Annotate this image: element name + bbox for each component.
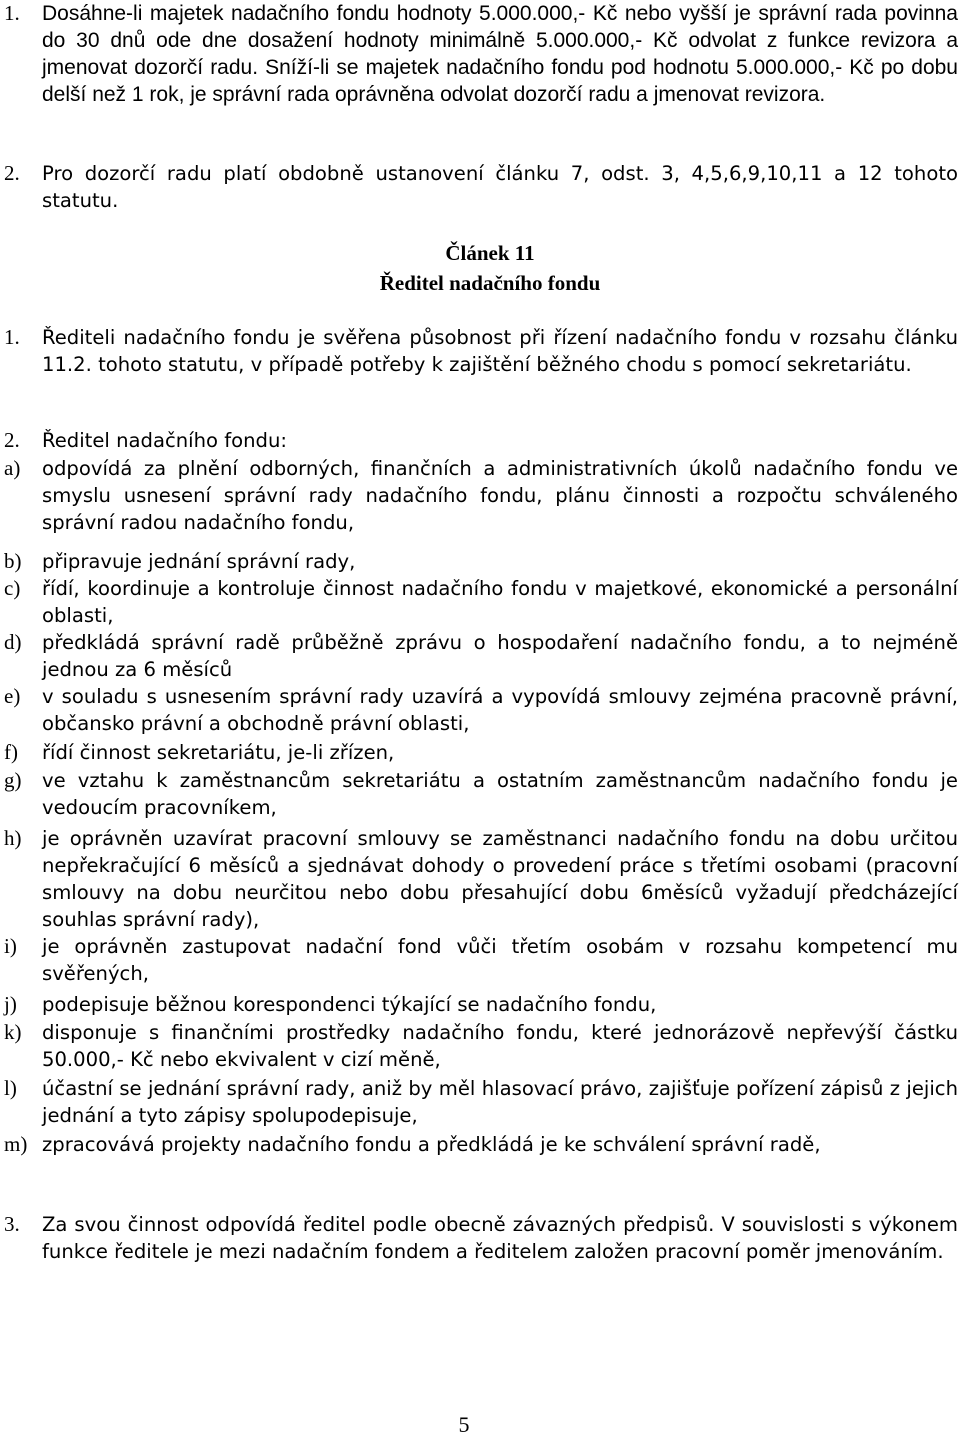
list-item-l bbox=[0, 1075, 960, 1129]
list-item-h bbox=[0, 825, 960, 933]
list-marker: i) bbox=[4, 934, 17, 958]
list-marker: e) bbox=[4, 684, 21, 708]
paragraph-2 bbox=[0, 160, 960, 214]
section-number: 3. bbox=[4, 1212, 20, 1236]
article-title: Ředitel nadačního fondu bbox=[379, 271, 601, 295]
list-item-f bbox=[0, 739, 960, 766]
paragraph-number: 2. bbox=[4, 161, 20, 185]
list-marker: j) bbox=[4, 992, 17, 1016]
list-marker: l) bbox=[4, 1076, 17, 1100]
page-number: 5 bbox=[458, 1412, 470, 1437]
list-marker: g) bbox=[4, 768, 22, 792]
list-text: účastní se jednání správní rady, aniž by měl hlasovací právo, zajišťuje pořízení zápisů z jejich jednání a tyto zápisy spolupodepisuje, bbox=[42, 1077, 958, 1127]
list-marker: d) bbox=[4, 630, 22, 654]
list-text: připravuje jednání správní rady, bbox=[42, 550, 356, 573]
list-item-d bbox=[0, 629, 960, 683]
section-1 bbox=[0, 324, 960, 378]
list-text: řídí činnost sekretariátu, je-li zřízen, bbox=[42, 741, 395, 764]
list-marker: a) bbox=[4, 456, 21, 480]
list-text: odpovídá za plnění odborných, finančních a administrativních úkolů nadačního fondu ve smyslu usnesení správní rady nadačního fondu, plánu činnosti a rozpočtu schváleného správní radou nadačního fondu, bbox=[42, 457, 958, 534]
list-item-c bbox=[0, 575, 960, 629]
section-3 bbox=[0, 1211, 960, 1265]
list-item-j bbox=[0, 991, 960, 1018]
section-2 bbox=[0, 427, 960, 454]
list-item-b bbox=[0, 548, 960, 575]
list-item-i bbox=[0, 933, 960, 987]
section-text: Řediteli nadačního fondu je svěřena působnost při řízení nadačního fondu v rozsahu článku 11.2. tohoto statutu, v případě potřeby k zajištění běžného chodu s pomocí sekretariátu. bbox=[42, 326, 958, 376]
article-number: Článek 11 bbox=[445, 241, 535, 265]
list-marker: b) bbox=[4, 549, 22, 573]
list-item-e bbox=[0, 683, 960, 737]
paragraph-text: Dosáhne-li majetek nadačního fondu hodnoty 5.000.000,- Kč nebo vyšší je správní rada povinna do 30 dnů ode dne dosažení hodnoty minimálně 5.000.000,- Kč odvolat z funkce revizora a jmenovat dozorčí radu. Sníží-li se majetek nadačního fondu pod hodnotu 5.000.000,- Kč po dobu delší než 1 rok, je správní rada oprávněna odvolat dozorčí radu a jmenovat revizora. bbox=[42, 2, 958, 106]
list-marker: m) bbox=[4, 1132, 28, 1156]
list-item-m bbox=[0, 1131, 960, 1158]
paragraph-number: 1. bbox=[4, 1, 20, 25]
paragraph-text: Pro dozorčí radu platí obdobně ustanovení článku 7, odst. 3, 4,5,6,9,10,11 a 12 tohoto statutu. bbox=[42, 162, 958, 212]
list-item-k bbox=[0, 1019, 960, 1073]
list-item-a bbox=[0, 455, 960, 536]
list-text: zpracovává projekty nadačního fondu a předkládá je ke schválení správní radě, bbox=[42, 1133, 821, 1156]
section-text: Ředitel nadačního fondu: bbox=[42, 429, 287, 452]
list-text: ve vztahu k zaměstnancům sekretariátu a ostatním zaměstnancům nadačního fondu je vedoucím pracovníkem, bbox=[42, 769, 958, 819]
list-item-g bbox=[0, 767, 960, 821]
section-number: 1. bbox=[4, 325, 20, 349]
paragraph-1 bbox=[0, 0, 960, 108]
list-marker: k) bbox=[4, 1020, 22, 1044]
list-marker: c) bbox=[4, 576, 21, 600]
section-text: Za svou činnost odpovídá ředitel podle obecně závazných předpisů. V souvislosti s výkonem funkce ředitele je mezi nadačním fondem a ředitelem založen pracovní poměr jmenováním. bbox=[42, 1213, 958, 1263]
list-marker: f) bbox=[4, 740, 18, 764]
list-text: předkládá správní radě průběžně zprávu o hospodaření nadačního fondu, a to nejméně jednou za 6 měsíců bbox=[42, 631, 958, 681]
list-text: je oprávněn zastupovat nadační fond vůči třetím osobám v rozsahu kompetencí mu svěřených, bbox=[42, 935, 958, 985]
section-number: 2. bbox=[4, 428, 20, 452]
list-text: je oprávněn uzavírat pracovní smlouvy se zaměstnanci nadačního fondu na dobu určitou nepřekračující 6 měsíců a sjednávat dohody o provedení práce s třetími osobami (pracovní smlouvy na dobu neurčitou nebo dobu přesahující dobu 6měsíců vyžadují předcházející souhlas správní rady), bbox=[42, 827, 958, 931]
list-text: v souladu s usnesením správní rady uzavírá a vypovídá smlouvy zejména pracovně právní, občansko právní a obchodně právní oblasti, bbox=[42, 685, 958, 735]
list-text: podepisuje běžnou korespondenci týkající se nadačního fondu, bbox=[42, 993, 657, 1016]
list-text: disponuje s finančními prostředky nadačního fondu, které jednorázově nepřevýší částku 50.000,- Kč nebo ekvivalent v cizí měně, bbox=[42, 1021, 958, 1071]
list-text: řídí, koordinuje a kontroluje činnost nadačního fondu v majetkové, ekonomické a personální oblasti, bbox=[42, 577, 958, 627]
list-marker: h) bbox=[4, 826, 22, 850]
